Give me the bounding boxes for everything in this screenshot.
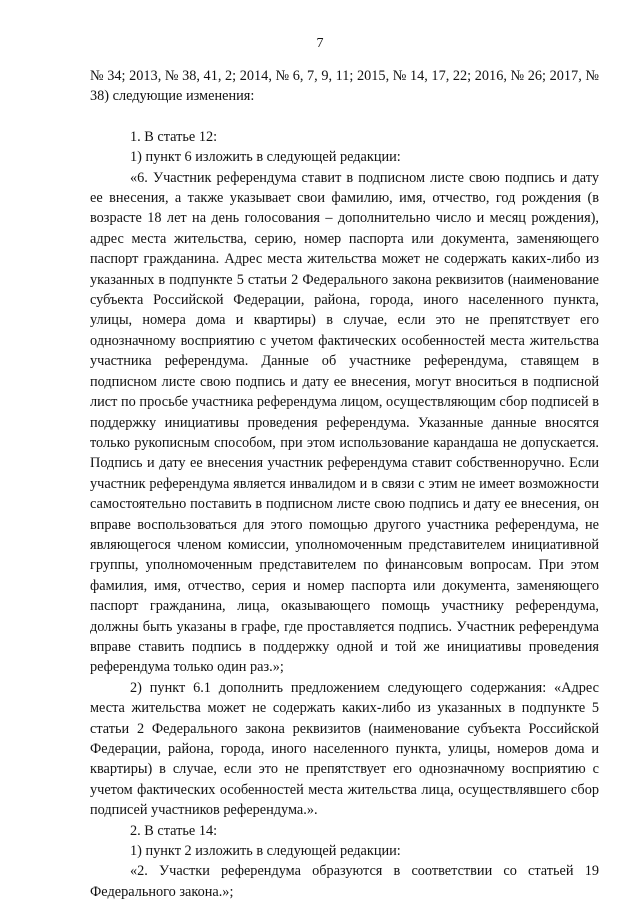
article-12-heading: 1. В статье 12:: [130, 128, 218, 145]
article-14-heading: 2. В статье 14:: [130, 822, 218, 839]
point-6-text: «6. Участник референдума ставит в подписном листе свою подпись и дату ее внесения, а также указывает свои фамилию, имя, отчество, год рождения (в возрасте 18 лет на день голосования – дополнительно число и месяц рождения), адрес места жительства, серию, номер паспорта или документа, заменяющего паспорт гражданина. Адрес места жительства может не содержать каких-либо из указанных в подпункте 5 статьи 2 Федерального закона реквизитов (наименование субъекта Российской Федерации, района, города, иного населенного пункта, улицы, номера дома и квартиры) в случае, если это не препятствует его однозначному восприятию с учетом фактических особенностей места жительства участника референдума. Данные об участнике референдума, ставящем в подписном листе свою подпись и дату ее внесения, могут вноситься в подписной лист по просьбе участника референдума лицом, осуществляющим сбор подписей в поддержку инициативы проведения референдума. Указанные данные вносятся только рукописным способом, при этом использование карандаша не допускается. Подпись и дату ее внесения участник референдума ставит собственноручно. Если участник референдума является инвалидом и в связи с этим не имеет возможности самостоятельно поставить в подписном листе свою подпись и дату ее внесения, он вправе воспользоваться для этого помощью другого участника референдума, не являющегося членом комиссии, уполномоченным представителем инициативной группы, уполномоченным представителем по финансовым вопросам. При этом фамилия, имя, отчество, серия и номер паспорта или документа, заменяющего паспорт гражданина, лица, оказывающего помощь участнику референдума, должны быть указаны в графе, где проставляется подпись. Участник референдума вправе ставить подпись в поддержку одной и той же инициативы проведения референдума только один раз.»;: [90, 169, 599, 676]
point-2-text: «2. Участки референдума образуются в соответствии со статьей 19 Федерального закона.»;: [90, 863, 599, 900]
intro-paragraph: № 34; 2013, № 38, 41, 2; 2014, № 6, 7, 9, 11; 2015, № 14, 17, 22; 2016, № 26; 2017, № 38) следующие изменения:: [90, 68, 599, 105]
article-14-item-1-instruction: 1) пункт 2 изложить в следующей редакции:: [130, 843, 401, 860]
item-1-instruction: 1) пункт 6 изложить в следующей редакции:: [130, 149, 401, 166]
item-2-text: 2) пункт 6.1 дополнить предложением следующего содержания: «Адрес места жительства может не содержать каких-либо из указанных в подпункте 5 статьи 2 Федерального закона реквизитов (наименование субъекта Российской Федерации, района, города, иного населенного пункта, улицы, номеров дома и квартиры) в случае, если это не препятствует его однозначному восприятию с учетом фактических особенностей места жительства лица, осуществлявшего сбор подписей участников референдума.».: [90, 679, 599, 819]
document-body: [90, 66, 599, 902]
page-number: 7: [316, 36, 324, 51]
